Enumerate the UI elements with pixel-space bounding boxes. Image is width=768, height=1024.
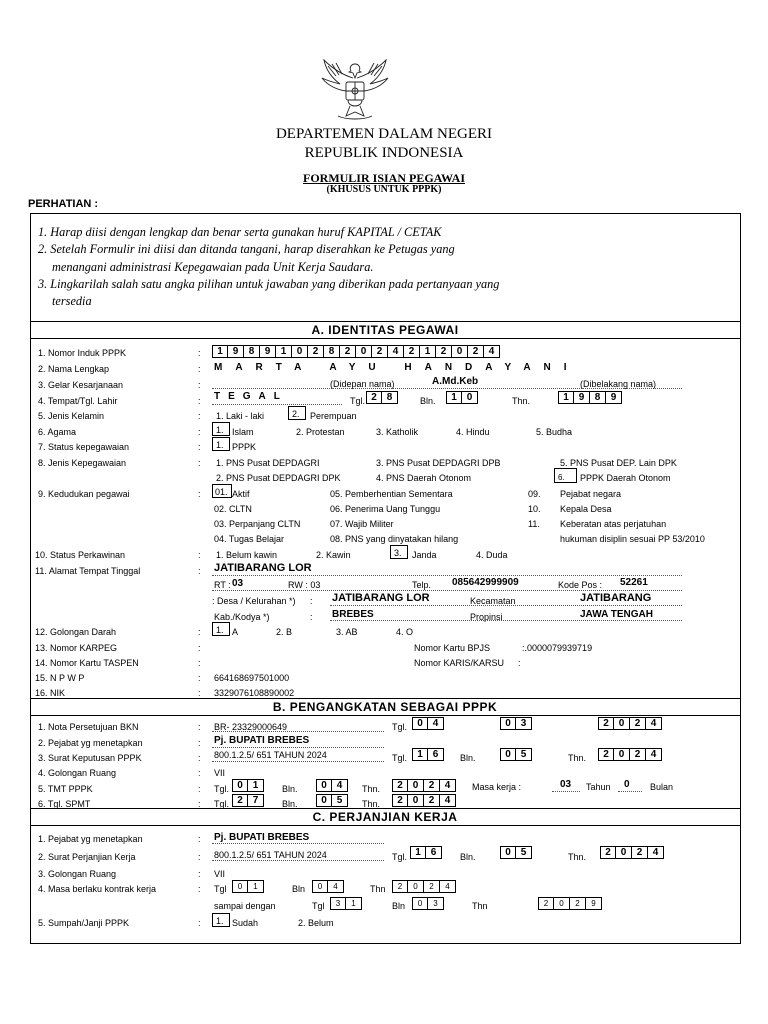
dotted-line: [212, 843, 384, 844]
label-village: : Desa / Kelurahan *): [212, 596, 296, 606]
digit: 2: [392, 794, 408, 807]
district-value[interactable]: JATIBARANG: [580, 592, 652, 604]
label-religion: 6. Agama: [38, 427, 77, 437]
colon: :: [198, 643, 201, 653]
bkn-year[interactable]: [598, 717, 662, 730]
sk-year[interactable]: [598, 748, 662, 761]
digit: 0: [232, 779, 248, 792]
digit: 1: [248, 880, 264, 893]
position-option-09-text: Pejabat negara: [560, 489, 622, 499]
tmt-year[interactable]: [392, 779, 456, 792]
nip-digit: 4: [484, 345, 500, 358]
label-official: 2. Pejabat yg menetapkan: [38, 738, 143, 748]
digit: 2: [600, 846, 616, 859]
nip-digit: 9: [260, 345, 276, 358]
blood-option-3[interactable]: 3. AB: [336, 627, 358, 637]
digit: 4: [440, 880, 456, 893]
digit: 4: [332, 779, 348, 792]
birth-month[interactable]: [446, 391, 478, 404]
digit: 2: [570, 897, 586, 910]
digit: 4: [428, 717, 444, 730]
label-tgl: Tgl: [214, 884, 227, 894]
position-option-08[interactable]: 08. PNS yang dinyatakan hilang: [330, 534, 459, 544]
birth-place[interactable]: TEGAL: [214, 391, 288, 402]
colon: :: [518, 658, 521, 668]
address-value[interactable]: JATIBARANG LOR: [214, 562, 312, 574]
gender-option-female: Perempuan: [310, 411, 357, 421]
position-option-02[interactable]: 02. CLTN: [214, 504, 252, 514]
label-position-status: 9. Kedudukan pegawai: [38, 489, 130, 499]
label-postal: Kode Pos :: [558, 580, 603, 590]
note-1: 1. Harap diisi dengan lengkap dan benar serta gunakan huruf KAPITAL / CETAK: [38, 225, 442, 239]
label-tgl: Tgl.: [214, 784, 230, 794]
degree-after-hint: (Dibelakang nama): [580, 379, 657, 389]
birth-day[interactable]: [366, 391, 398, 404]
bkn-month[interactable]: [500, 717, 532, 730]
digit: 4: [440, 779, 456, 792]
nip-digit: 4: [388, 345, 404, 358]
nip-cells[interactable]: [212, 345, 500, 358]
digit: 1: [248, 779, 264, 792]
digit: 0: [500, 717, 516, 730]
service-years[interactable]: 03: [560, 779, 572, 790]
digit: 6: [426, 846, 442, 859]
label-official-c: 1. Pejabat yg menetapkan: [38, 834, 143, 844]
label-bkn-note: 1. Nota Persetujuan BKN: [38, 722, 139, 732]
digit: 1: [412, 748, 428, 761]
digit: 2: [232, 794, 248, 807]
dotted-line: [330, 605, 682, 606]
nip-digit: 1: [276, 345, 292, 358]
digit: 2: [632, 846, 648, 859]
label-tgl: Tgl.: [392, 722, 408, 732]
colon: :: [198, 566, 201, 576]
digit: 0: [408, 880, 424, 893]
religion-option-3[interactable]: 3. Katholik: [376, 427, 419, 437]
colon: :: [198, 918, 201, 928]
label-nik: 16. NIK: [35, 688, 66, 698]
label-telp: Telp.: [412, 580, 432, 590]
marital-janda: Janda: [412, 550, 437, 560]
digit: 6: [428, 748, 444, 761]
position-option-06[interactable]: 06. Penerima Uang Tunggu: [330, 504, 441, 514]
digit: 1: [446, 391, 462, 404]
blood-option-1-box[interactable]: 1.: [212, 622, 230, 636]
position-option-01-box[interactable]: 01.: [212, 484, 232, 498]
nip-digit: 9: [228, 345, 244, 358]
digit: 9: [606, 391, 622, 404]
label-blood: 12. Golongan Darah: [35, 627, 117, 637]
nip-digit: 2: [340, 345, 356, 358]
colon: :: [198, 380, 201, 390]
type-option-2[interactable]: 2. PNS Pusat DEPDAGRI DPK: [216, 473, 341, 483]
label-bln: Bln: [392, 901, 406, 911]
form-subtitle: (KHUSUS UNTUK PPPK): [326, 184, 442, 195]
label-karis: Nomor KARIS/KARSU: [414, 658, 505, 668]
label-bln: Bln.: [460, 852, 476, 862]
label-tgl: Tgl.: [392, 852, 408, 862]
notice-label: PERHATIAN :: [28, 198, 99, 210]
digit: 0: [554, 897, 570, 910]
label-province: Propinsi: [470, 612, 503, 622]
digit: 2: [366, 391, 382, 404]
tmt-day[interactable]: [232, 779, 264, 792]
nip-digit: 2: [436, 345, 452, 358]
colon: :: [198, 869, 201, 879]
label-employment-type: 8. Jenis Kepegawaian: [38, 458, 127, 468]
nip-digit: 1: [212, 345, 228, 358]
label-status: 7. Status kepegawaian: [38, 442, 130, 452]
position-aktif: Aktif: [232, 489, 250, 499]
label-thn: Thn.: [568, 753, 587, 763]
colon: :: [198, 688, 201, 698]
label-regency: Kab./Kodya *): [214, 612, 270, 622]
digit: 0: [500, 748, 516, 761]
province-value[interactable]: JAWA TENGAH: [580, 609, 653, 620]
nip-digit: 8: [244, 345, 260, 358]
gender-option-female-box[interactable]: 2.: [288, 406, 306, 420]
bkn-day[interactable]: [412, 717, 444, 730]
digit: 0: [412, 717, 428, 730]
label-bln: Bln.: [460, 753, 476, 763]
colon: :: [198, 834, 201, 844]
colon: :: [198, 364, 201, 374]
position-option-11-text: Keberatan atas perjatuhan: [560, 519, 667, 529]
grade-c-value[interactable]: VII: [214, 869, 226, 879]
sk-month[interactable]: [500, 748, 532, 761]
label-tgl: Tgl: [312, 901, 325, 911]
religion-option-1-box[interactable]: 1.: [212, 422, 230, 436]
period-start-year[interactable]: [392, 880, 456, 893]
digit: 1: [346, 897, 362, 910]
dotted-line: [618, 791, 642, 792]
type-option-3[interactable]: 3. PNS Pusat DEPDAGRI DPB: [376, 458, 501, 468]
label-tahun: Tahun: [586, 782, 611, 792]
position-option-11-text2: hukuman disiplin sesuai PP 53/2010: [560, 534, 705, 544]
label-taspen: 14. Nomor Kartu TASPEN: [35, 658, 139, 668]
digit: 0: [614, 748, 630, 761]
spmt-month[interactable]: [316, 794, 348, 807]
digit: 3: [330, 897, 346, 910]
tmt-month[interactable]: [316, 779, 348, 792]
label-bln: Bln.: [420, 396, 436, 406]
digit: 3: [428, 897, 444, 910]
sk-day[interactable]: [412, 748, 444, 761]
official-c-value[interactable]: Pj. BUPATI BREBES: [214, 832, 310, 843]
spmt-year[interactable]: [392, 794, 456, 807]
colon: :: [198, 753, 201, 763]
label-thn: Thn: [370, 884, 386, 894]
form-title: FORMULIR ISIAN PEGAWAI: [302, 171, 466, 185]
digit: 2: [424, 779, 440, 792]
country-title: REPUBLIK INDONESIA: [304, 145, 464, 161]
colon: :: [198, 722, 201, 732]
type-option-6-box[interactable]: 6.: [554, 468, 577, 483]
dotted-line: [212, 575, 682, 576]
position-option-03[interactable]: 03. Perpanjang CLTN: [214, 519, 301, 529]
label-degree: 3. Gelar Kesarjanaan: [38, 380, 124, 390]
colon: :: [198, 784, 201, 794]
digit: 9: [574, 391, 590, 404]
oath-option-1-box[interactable]: 1.: [212, 913, 230, 927]
label-gender: 5. Jenis Kelamin: [38, 411, 105, 421]
position-option-05[interactable]: 05. Pemberhentian Sementara: [330, 489, 453, 499]
label-rt: RT :: [214, 580, 231, 590]
dotted-line: [212, 731, 384, 732]
note-3: 3. Lingkarilah salah satu angka pilihan untuk jawaban yang diberikan pada pertanyaan yang: [38, 276, 500, 291]
label-until: sampai dengan: [214, 901, 276, 911]
nip-digit: 0: [292, 345, 308, 358]
label-grade: 4. Golongan Ruang: [38, 768, 117, 778]
nip-digit: 2: [308, 345, 324, 358]
digit: 0: [408, 794, 424, 807]
colon: :: [310, 612, 313, 622]
position-option-10-text: Kepala Desa: [560, 504, 612, 514]
rt-value[interactable]: 03: [232, 578, 244, 589]
spmt-day[interactable]: [232, 794, 264, 807]
digit: 0: [408, 779, 424, 792]
type-option-1[interactable]: 1. PNS Pusat DEPDAGRI: [216, 458, 320, 468]
label-contract-period: 4. Masa berlaku kontrak kerja: [38, 884, 157, 894]
gender-option-male[interactable]: 1. Laki - laki: [216, 411, 265, 421]
colon: :: [198, 884, 201, 894]
digit: 4: [328, 880, 344, 893]
village-value[interactable]: JATIBARANG LOR: [332, 592, 430, 604]
label-npwp: 15. N P W P: [35, 673, 85, 683]
colon: :: [198, 411, 201, 421]
religion-option-4[interactable]: 4. Hindu: [456, 427, 490, 437]
label-sk: 3. Surat Keputusan PPPK: [38, 753, 142, 763]
grade-value[interactable]: VII: [214, 768, 226, 778]
digit: 4: [646, 748, 662, 761]
colon: :: [198, 489, 201, 499]
colon: :: [198, 348, 201, 358]
label-address: 11. Alamat Tempat Tinggal: [35, 566, 141, 576]
label-name: 2. Nama Lengkap: [38, 364, 110, 374]
marital-option-4[interactable]: 4. Duda: [476, 550, 508, 560]
religion-option-5[interactable]: 5. Budha: [536, 427, 573, 437]
nip-digit: 1: [420, 345, 436, 358]
label-thn: Thn.: [568, 852, 587, 862]
label-bln: Bln.: [282, 784, 298, 794]
label-karpeg: 13. Nomor KARPEG: [35, 643, 118, 653]
position-option-07[interactable]: 07. Wajib Militer: [330, 519, 394, 529]
nip-digit: 0: [452, 345, 468, 358]
period-start-day[interactable]: [232, 880, 264, 893]
digit: 0: [312, 880, 328, 893]
digit: 0: [316, 794, 332, 807]
digit: 0: [232, 880, 248, 893]
blood-a: A: [232, 627, 239, 637]
colon: :: [198, 658, 201, 668]
department-title: DEPARTEMEN DALAM NEGERI: [275, 126, 493, 142]
colon: :: [198, 673, 201, 683]
digit: 5: [332, 794, 348, 807]
digit: 4: [440, 794, 456, 807]
colon: :: [198, 427, 201, 437]
type-pppk-daerah: PPPK Daerah Otonom: [580, 473, 671, 483]
full-name[interactable]: MARTA AYU HANDAYANI: [214, 362, 580, 373]
nik-value[interactable]: 3329076108890002: [214, 688, 295, 698]
colon: :: [198, 627, 201, 637]
period-start-month[interactable]: [312, 880, 344, 893]
status-option-1-box[interactable]: 1.: [212, 437, 230, 451]
digit: 7: [248, 794, 264, 807]
dotted-line: [212, 860, 384, 861]
religion-islam: Islam: [232, 427, 254, 437]
label-contract: 2. Surat Perjanjian Kerja: [38, 852, 136, 862]
digit: 0: [462, 391, 478, 404]
digit: 3: [516, 717, 532, 730]
type-option-5[interactable]: 5. PNS Pusat DEP. Lain DPK: [560, 458, 677, 468]
digit: 2: [538, 897, 554, 910]
digit: 2: [392, 779, 408, 792]
note-2: 2. Setelah Formulir ini diisi dan ditanda tangani, harap diserahkan ke Petugas yang: [38, 242, 455, 257]
dotted-line: [330, 620, 682, 621]
garuda-emblem: [320, 58, 390, 124]
section-c-title: C. PERJANJIAN KERJA: [30, 808, 740, 826]
degree-value[interactable]: A.Md.Keb: [432, 376, 479, 387]
birth-year[interactable]: [558, 391, 622, 404]
label-tgl: Tgl.: [392, 753, 408, 763]
contract-year[interactable]: [600, 846, 664, 859]
blood-option-4[interactable]: 4. O: [396, 627, 414, 637]
digit: 8: [382, 391, 398, 404]
label-thn: Thn.: [362, 799, 381, 809]
dotted-line: [212, 747, 384, 748]
nip-digit: 0: [356, 345, 372, 358]
colon: :: [198, 799, 201, 809]
postal-value[interactable]: 52261: [620, 577, 648, 588]
label-oath: 5. Sumpah/Janji PPPK: [38, 918, 130, 928]
bpjs-value[interactable]: :.0000079939719: [522, 643, 593, 653]
marital-option-3-box[interactable]: 3.: [390, 545, 408, 559]
nip-digit: 2: [468, 345, 484, 358]
official-value[interactable]: Pj. BUPATI BREBES: [214, 735, 310, 746]
label-tgl: Tgl.: [350, 396, 366, 406]
label-bulan: Bulan: [650, 782, 674, 792]
digit: 2: [424, 794, 440, 807]
digit: 0: [616, 846, 632, 859]
colon: :: [198, 852, 201, 862]
digit: 4: [648, 846, 664, 859]
digit: 0: [316, 779, 332, 792]
position-option-11[interactable]: 11.: [528, 519, 540, 529]
label-grade-c: 3. Golongan Ruang: [38, 869, 117, 879]
dotted-line: [212, 590, 682, 591]
digit: 0: [412, 897, 428, 910]
label-district: Kecamatan: [470, 596, 516, 606]
label-thn: Thn.: [512, 396, 531, 406]
digit: 5: [516, 846, 532, 859]
digit: 2: [392, 880, 408, 893]
blood-option-2[interactable]: 2. B: [276, 627, 293, 637]
label-tgl: Tgl.: [214, 799, 230, 809]
digit: 4: [646, 717, 662, 730]
contract-day[interactable]: [410, 846, 442, 859]
dotted-line: [212, 404, 342, 405]
colon: :: [198, 550, 201, 560]
label-service-period: Masa kerja :: [472, 782, 522, 792]
label-marital: 10. Status Perkawinan: [35, 550, 126, 560]
dotted-line: [212, 761, 384, 762]
digit: 0: [614, 717, 630, 730]
type-option-4[interactable]: 4. PNS Daerah Otonom: [376, 473, 472, 483]
contract-month[interactable]: [500, 846, 532, 859]
bkn-note-value[interactable]: BR- 23329000649: [214, 722, 288, 732]
status-pppk: PPPK: [232, 442, 257, 452]
npwp-value[interactable]: 664168697501000: [214, 673, 290, 683]
notes: [38, 224, 499, 310]
colon: :: [310, 596, 313, 606]
digit: 1: [558, 391, 574, 404]
digit: 2: [630, 717, 646, 730]
colon: :: [198, 738, 201, 748]
religion-option-2[interactable]: 2. Protestan: [296, 427, 345, 437]
marital-option-2[interactable]: 2. Kawin: [316, 550, 351, 560]
colon: :: [198, 458, 201, 468]
colon: :: [198, 768, 201, 778]
nip-digit: 2: [372, 345, 388, 358]
label-spmt: 6. Tgl. SPMT: [38, 799, 91, 809]
label-nip: 1. Nomor Induk PPPK: [38, 348, 127, 358]
colon: :: [198, 442, 201, 452]
section-b-title: B. PENGANGKATAN SEBAGAI PPPK: [30, 698, 740, 716]
digit: 0: [500, 846, 516, 859]
degree-before-hint: (Didepan nama): [330, 379, 395, 389]
note-3b: tersedia: [52, 294, 92, 309]
colon: :: [198, 396, 201, 406]
position-option-10[interactable]: 10.: [528, 504, 541, 514]
oath-option-2[interactable]: 2. Belum: [298, 918, 334, 928]
label-rw: RW : 03: [288, 580, 321, 590]
label-birth: 4. Tempat/Tgl. Lahir: [38, 396, 118, 406]
digit: 1: [410, 846, 426, 859]
digit: 2: [598, 748, 614, 761]
digit: 2: [598, 717, 614, 730]
note-2b: menangani administrasi Kepegawaian pada Unit Kerja Saudara.: [52, 259, 374, 274]
oath-sudah: Sudah: [232, 918, 259, 928]
label-bln: Bln: [292, 884, 306, 894]
digit: 8: [590, 391, 606, 404]
period-end-day[interactable]: [330, 897, 362, 910]
nip-digit: 8: [324, 345, 340, 358]
label-bln: Bln.: [282, 799, 298, 809]
dotted-line: [552, 791, 580, 792]
label-tmt: 5. TMT PPPK: [38, 784, 93, 794]
sk-value[interactable]: 800.1.2.5/ 651 TAHUN 2024: [214, 750, 327, 760]
position-option-09[interactable]: 09.: [528, 489, 541, 499]
position-option-04[interactable]: 04. Tugas Belajar: [214, 534, 285, 544]
period-end-month[interactable]: [412, 897, 444, 910]
period-end-year[interactable]: [538, 897, 602, 910]
digit: 9: [586, 897, 602, 910]
regency-value[interactable]: BREBES: [332, 609, 374, 620]
marital-option-1[interactable]: 1. Belum kawin: [216, 550, 278, 560]
service-months[interactable]: 0: [624, 779, 630, 790]
digit: 5: [516, 748, 532, 761]
digit: 2: [630, 748, 646, 761]
digit: 2: [424, 880, 440, 893]
phone-value[interactable]: 085642999909: [452, 577, 519, 588]
label-thn: Thn: [472, 901, 488, 911]
label-bpjs: Nomor Kartu BPJS: [414, 643, 491, 653]
section-a-title: A. IDENTITAS PEGAWAI: [30, 321, 740, 339]
label-thn: Thn.: [362, 784, 381, 794]
nip-digit: 2: [404, 345, 420, 358]
contract-value[interactable]: 800.1.2.5/ 651 TAHUN 2024: [214, 850, 327, 860]
